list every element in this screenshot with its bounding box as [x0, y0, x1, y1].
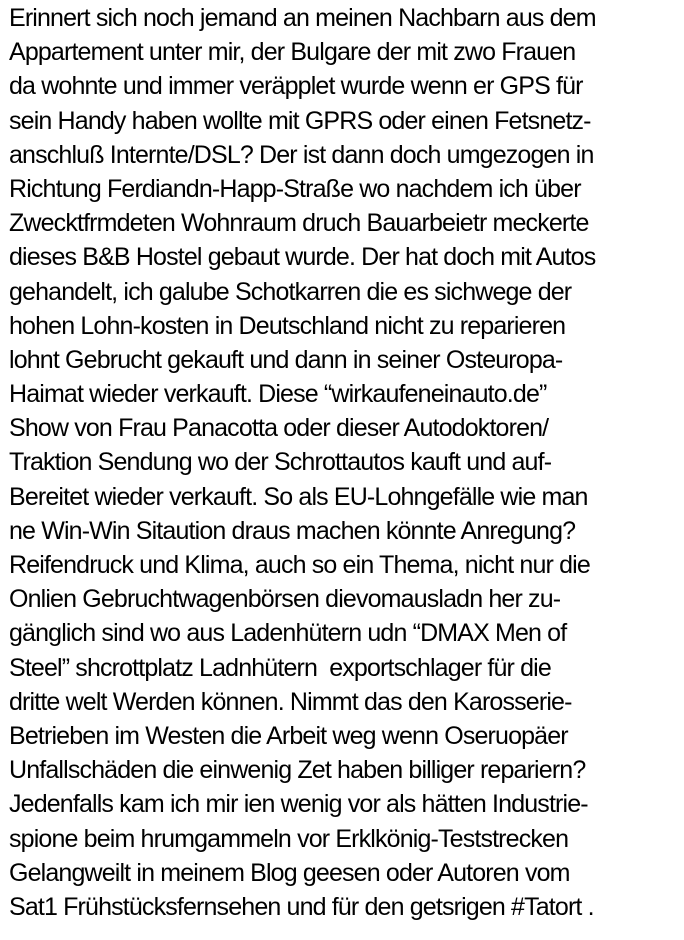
- text-line: Betrieben im Westen die Arbeit weg wenn Oseruopäer: [9, 721, 568, 750]
- text-line: Gelangweilt in meinem Blog geesen oder Autoren vom: [9, 858, 570, 887]
- text-line: Onlien Gebruchtwagenbörsen dievomausladn her zu-: [9, 585, 561, 614]
- text-line: Steel” shcrottplatz Ladnhütern exportschlager für die: [9, 653, 551, 682]
- text-line: gehandelt, ich galube Schotkarren die es sichwege der: [9, 277, 572, 306]
- text-line: dieses B&B Hostel gebaut wurde. Der hat doch mit Autos: [9, 243, 596, 272]
- text-line: Traktion Sendung wo der Schrottautos kauft und auf-: [9, 448, 552, 477]
- text-line: spione beim hrumgammeln vor Erklkönig-Teststrecken: [9, 824, 569, 853]
- text-line: Jedenfalls kam ich mir ien wenig vor als hätten Industrie-: [9, 790, 588, 819]
- text-line: Unfallschäden die einwenig Zet haben billiger repariern?: [9, 756, 586, 785]
- text-line: Erinnert sich noch jemand an meinen Nachbarn aus dem: [9, 4, 596, 32]
- document-page: [9, 1, 679, 937]
- text-line: sein Handy haben wollte mit GPRS oder einen Fetsnetz-: [9, 106, 591, 135]
- text-line: gänglich sind wo aus Ladenhütern udn “DMAX Men of: [9, 619, 567, 648]
- text-line: da wohnte und immer veräpplet wurde wenn er GPS für: [9, 72, 583, 101]
- text-line: Zwecktfrmdeten Wohnraum druch Bauarbeietr meckerte: [9, 209, 589, 238]
- text-line: Appartement unter mir, der Bulgare der mit zwo Frauen: [9, 38, 576, 67]
- text-line: Show von Frau Panacotta oder dieser Autodoktoren/: [9, 414, 549, 443]
- text-line: Sat1 Frühstücksfernsehen und für den getsrigen #Tatort .: [9, 892, 594, 921]
- text-line: Bereitet wieder verkauft. So als EU-Lohngefälle wie man: [9, 482, 588, 511]
- text-line: anschluß Internte/DSL? Der ist dann doch umgezogen in: [9, 140, 594, 169]
- text-line: lohnt Gebrucht gekauft und dann in seiner Osteuropa-: [9, 345, 563, 374]
- text-line: ne Win-Win Sitaution draus machen könnte Anregung?: [9, 516, 576, 545]
- text-line: Richtung Ferdiandn-Happ-Straße wo nachdem ich über: [9, 174, 581, 203]
- text-line: Haimat wieder verkauft. Diese “wirkaufeneinauto.de”: [9, 380, 547, 409]
- text-line: hohen Lohn-kosten in Deutschland nicht zu reparieren: [9, 311, 566, 340]
- text-line: Reifendruck und Klima, auch so ein Thema, nicht nur die: [9, 551, 590, 579]
- text-line: dritte welt Werden können. Nimmt das den Karosserie-: [9, 687, 572, 716]
